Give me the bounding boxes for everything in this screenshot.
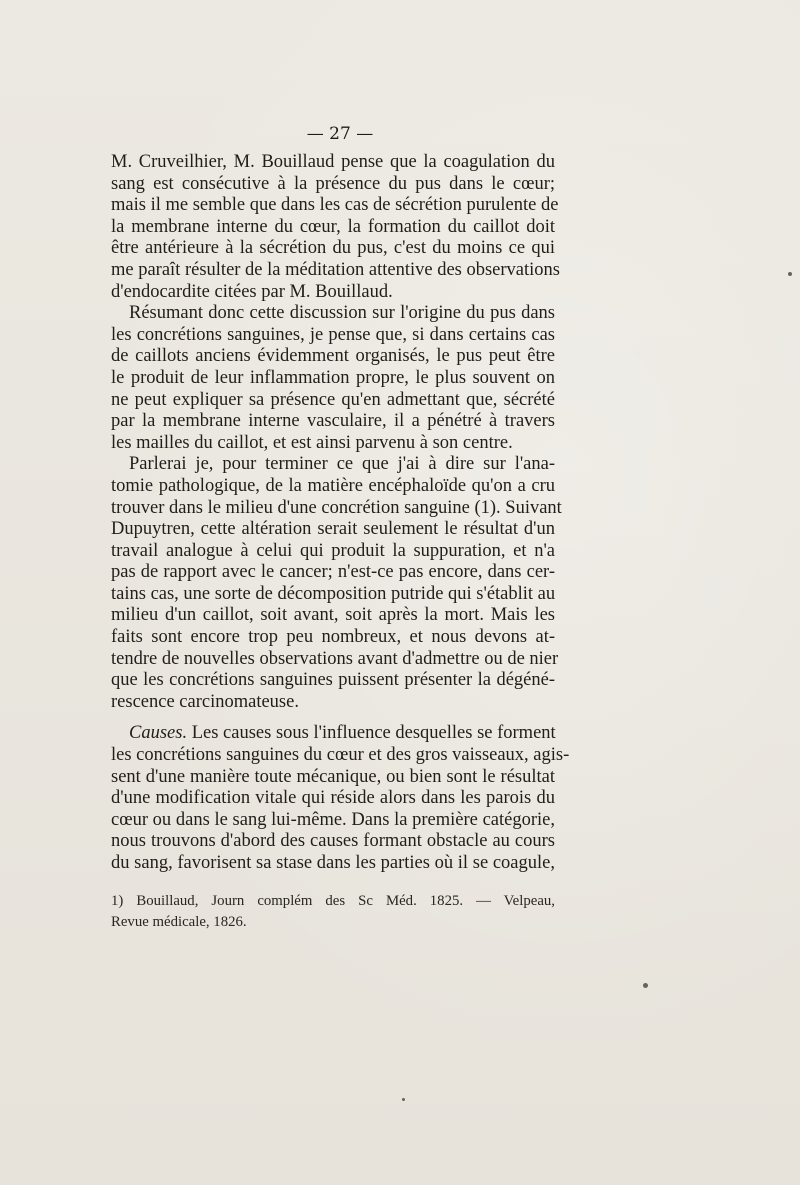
paper-speck <box>788 272 792 276</box>
text-line: de caillots anciens évidemment organisés, le pus peut être <box>111 346 555 367</box>
paper-speck <box>402 1098 405 1101</box>
text-line: mais il me semble que dans les cas de sécrétion purulente de <box>111 195 559 216</box>
footnote-line: Revue médicale, 1826. <box>111 914 247 930</box>
text-line: trouver dans le milieu d'une concrétion sanguine (1). Suivant <box>111 497 562 518</box>
paragraph-1 <box>111 152 560 303</box>
text-line: les mailles du caillot, et est ainsi parvenu à son centre. <box>111 432 513 453</box>
footnote <box>111 891 555 933</box>
text-line: les concrétions sanguines, je pense que, si dans certains cas <box>111 324 555 345</box>
text-line: Dupuytren, cette altération serait seulement le résultat d'un <box>111 519 555 540</box>
footnote-line: 1) Bouillaud, Journ complém des Sc Méd. 1825. — Velpeau, <box>111 893 555 909</box>
paragraph-2 <box>111 303 555 454</box>
page-number: — 27 — <box>306 124 374 144</box>
text-line: me paraît résulter de la méditation attentive des observations <box>111 259 560 280</box>
text-line: tendre de nouvelles observations avant d'admettre ou de nier <box>111 648 559 669</box>
text-line: milieu d'un caillot, soit avant, soit après la mort. Mais les <box>111 605 555 626</box>
text-line: sent d'une manière toute mécanique, ou bien sont le résultat <box>111 766 555 787</box>
text-line: M. Cruveilhier, M. Bouillaud pense que la coagulation du <box>111 152 555 172</box>
section-heading-causes: Causes. <box>129 723 188 744</box>
text-line: tomie pathologique, de la matière encéphaloïde qu'on a cru <box>111 475 555 496</box>
text-line <box>111 723 555 745</box>
text-line: par la membrane interne vasculaire, il a pénétré à travers <box>111 411 555 432</box>
paragraph-3 <box>111 454 562 713</box>
text-line: pas de rapport avec le cancer; n'est-ce pas encore, dans cer- <box>111 562 555 583</box>
text-line: que les concrétions sanguines puissent présenter la dégéné- <box>111 670 555 691</box>
text-line: du sang, favorisent sa stase dans les parties où il se coagule, <box>111 853 555 873</box>
text-line: rescence carcinomateuse. <box>111 691 299 712</box>
text-line: les concrétions sanguines du cœur et des gros vaisseaux, agis- <box>111 745 570 766</box>
paragraph-causes <box>111 723 570 874</box>
text-line: d'endocardite citées par M. Bouillaud. <box>111 281 393 302</box>
text-line: Résumant donc cette discussion sur l'origine du pus dans <box>129 303 555 324</box>
text-line: cœur ou dans le sang lui-même. Dans la première catégorie, <box>111 809 555 830</box>
text-line: travail analogue à celui qui produit la suppuration, et n'a <box>111 540 555 561</box>
text-line: être antérieure à la sécrétion du pus, c'est du moins ce qui <box>111 238 555 259</box>
text-line: faits sont encore trop peu nombreux, et nous devons at- <box>111 627 555 648</box>
text-line-rest: Les causes sous l'influence desquelles se forment <box>187 723 556 744</box>
text-line: sang est consécutive à la présence du pus dans le cœur; <box>111 173 555 194</box>
text-line: le produit de leur inflammation propre, le plus souvent on <box>111 367 555 388</box>
text-line: d'une modification vitale qui réside alors dans les parois du <box>111 788 555 809</box>
text-line: nous trouvons d'abord des causes formant obstacle au cours <box>111 831 555 852</box>
body-text <box>111 152 570 875</box>
text-line: ne peut expliquer sa présence qu'en admettant que, sécrété <box>111 389 555 410</box>
text-line: Parlerai je, pour terminer ce que j'ai à dire sur l'ana- <box>129 454 555 475</box>
paper-speck <box>643 983 648 988</box>
text-line: tains cas, une sorte de décomposition putride qui s'établit au <box>111 583 556 604</box>
text-line: la membrane interne du cœur, la formation du caillot doit <box>111 216 555 237</box>
